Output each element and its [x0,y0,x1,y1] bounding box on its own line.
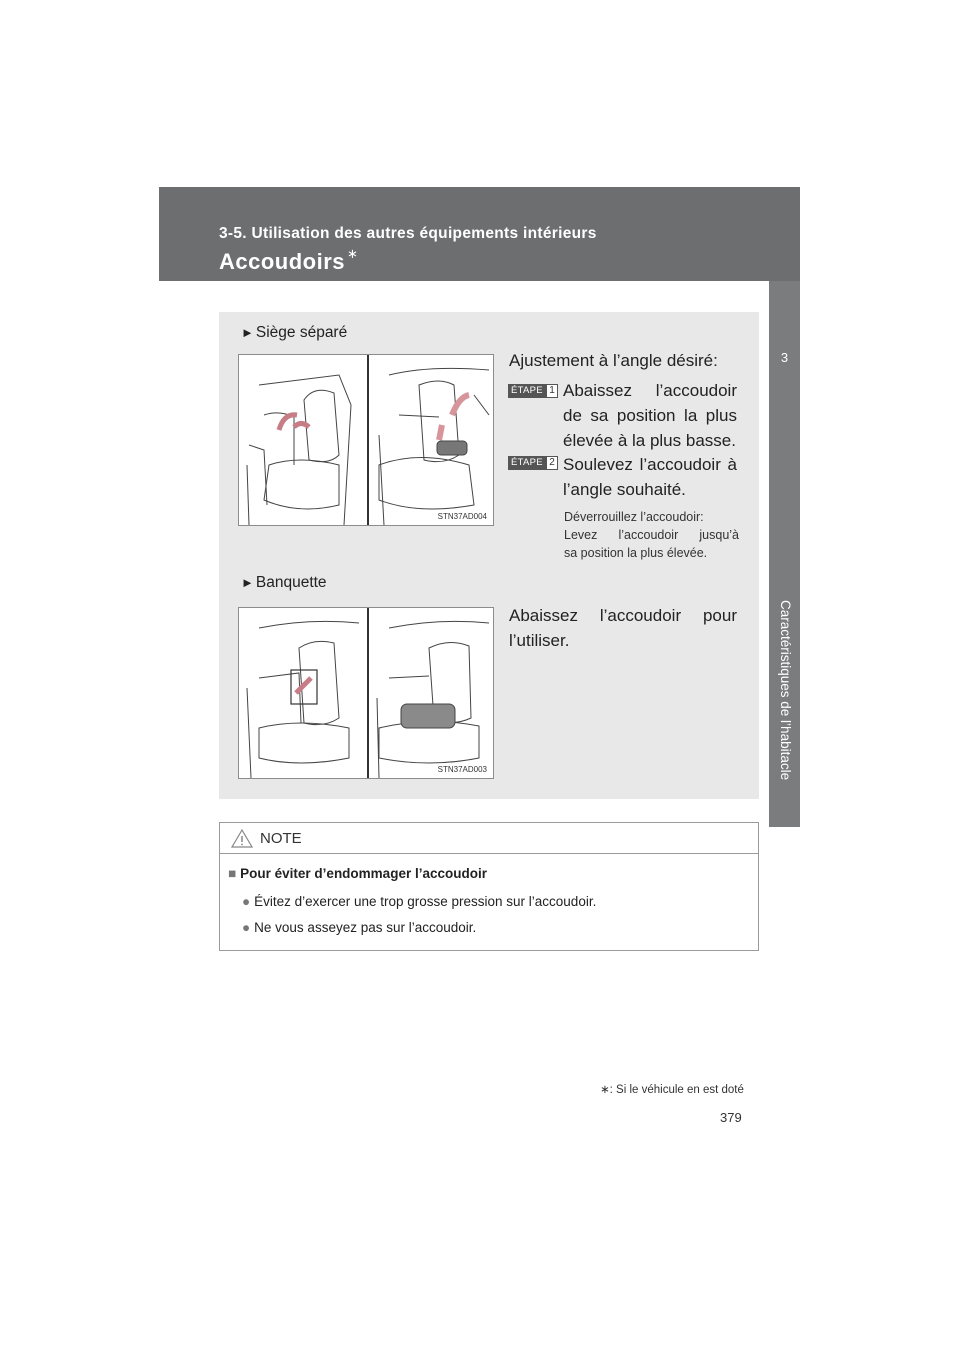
illustration-code: STN37AD004 [437,512,487,521]
note-title: NOTE [260,830,302,847]
footnote-text: : Si le véhicule en est doté [609,1084,744,1096]
chapter-title: Caractéristiques de l’habitacle [778,600,793,781]
step-1-word: ÉTAPE [508,384,546,398]
footnote [600,1082,744,1096]
step-2-number: 2 [546,456,558,470]
step-2-line: l’angle souhaité. [563,480,686,499]
triangle-bullet-icon: ► [241,325,254,340]
subhead-bench [241,574,327,592]
warning-triangle-icon [231,828,253,848]
step-1-badge [508,384,558,398]
subhead-separate-seat [241,324,347,342]
unlock-line: Levez l’accoudoir jusqu’à [564,528,739,542]
section-label: 3-5. Utilisation des autres équipements intérieurs [219,225,597,242]
unlock-line: sa position la plus élevée. [564,546,708,560]
footnote-asterisk: ∗ [600,1084,610,1096]
illustration-separate-seat [238,354,494,526]
circle-bullet-icon: ● [242,920,251,935]
note-bullet-text: Ne vous asseyez pas sur l’accoudoir. [254,920,477,935]
chapter-number: 3 [780,350,789,365]
note-bullet-1 [242,894,596,909]
page-title [219,246,359,275]
step-1-text [563,378,737,453]
bench-line: Abaissez l’accoudoir pour [509,606,737,625]
title-asterisk: ∗ [347,246,359,261]
note-heading [228,866,487,881]
square-bullet-icon: ■ [228,866,237,881]
header-band [159,187,800,281]
step-1-line: Abaissez l’accoudoir [563,381,737,400]
step-1-number: 1 [546,384,558,398]
illustration-divider [367,608,369,778]
triangle-bullet-icon: ► [241,575,254,590]
step-2-text [563,452,737,502]
page-number: 379 [720,1110,742,1125]
note-heading-text: Pour éviter d’endommager l’accoudoir [240,866,487,881]
illustration-divider [367,355,369,525]
note-box [219,822,759,951]
illustration-bench [238,607,494,779]
note-header [220,823,758,854]
content-panel [219,312,759,799]
subhead-separate-seat-label: Siège séparé [255,324,348,341]
page-title-text: Accoudoirs [219,249,346,274]
step-2-badge [508,456,558,470]
subhead-bench-label: Banquette [255,574,327,591]
note-bullet-2 [242,920,476,935]
intro-text: Ajustement à l’angle désiré: [509,351,718,370]
bench-text [509,603,737,653]
circle-bullet-icon: ● [242,894,251,909]
unlock-note [564,508,739,562]
step-2-word: ÉTAPE [508,456,546,470]
step-1-line: de sa position la plus [563,406,737,425]
note-bullet-text: Évitez d’exercer une trop grosse pression sur l’accoudoir. [254,894,597,909]
step-1-line: élevée à la plus basse. [563,431,736,450]
step-2-line: Soulevez l’accoudoir à [563,455,737,474]
illustration-code: STN37AD003 [437,765,487,774]
unlock-line: Déverrouillez l’accoudoir: [564,510,704,524]
bench-line: l’utiliser. [509,631,570,650]
